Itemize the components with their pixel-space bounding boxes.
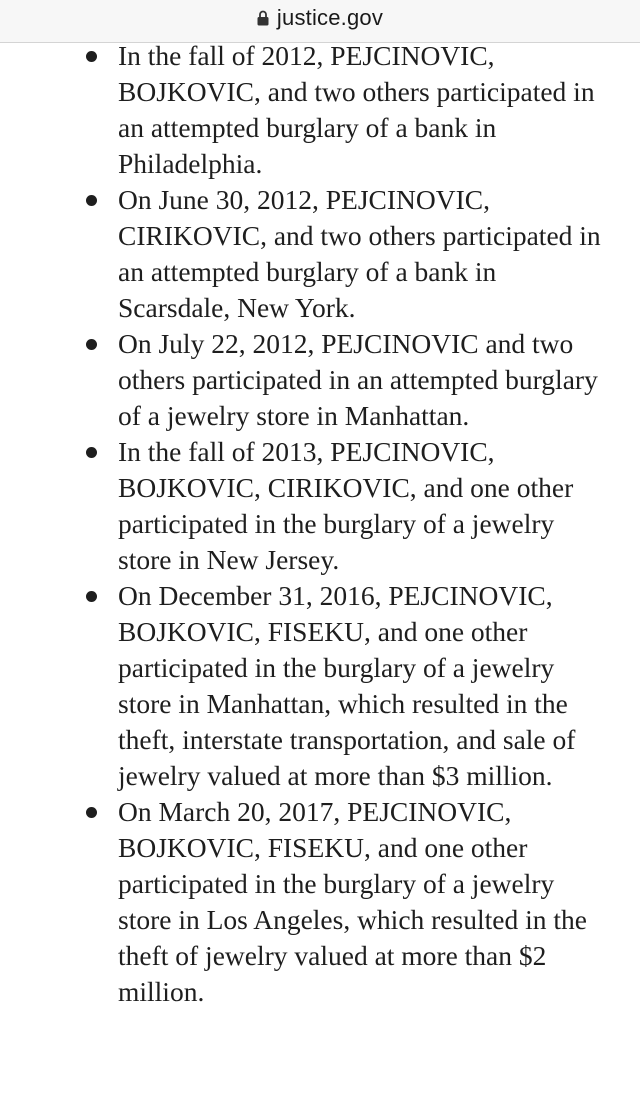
url-display[interactable] (257, 5, 383, 31)
list-item-text: On June 30, 2012, PEJCINOVIC, CIRIKOVIC, and two others participated in an attempted burglary of a bank in Scarsdale, New York. (118, 184, 601, 323)
bullet-icon (86, 591, 97, 602)
list-item (0, 434, 640, 578)
list-item-text: On December 31, 2016, PEJCINOVIC, BOJKOVIC, FISEKU, and one other participated in the burglary of a jewelry store in Manhattan, which resulted in the theft, interstate transportation, and sale of jewelry valued at more than $3 million. (118, 580, 576, 791)
list-item (0, 794, 640, 1010)
bullet-icon (86, 51, 97, 62)
bullet-icon (86, 339, 97, 350)
list-item (0, 326, 640, 434)
url-text: justice.gov (276, 5, 384, 30)
list-item (0, 182, 640, 326)
bullet-icon (86, 447, 97, 458)
list-item-text: On March 20, 2017, PEJCINOVIC, BOJKOVIC, FISEKU, and one other participated in the burglary of a jewelry store in Los Angeles, which resulted in the theft of jewelry valued at more than $2 million. (118, 796, 587, 1007)
list-item (0, 578, 640, 794)
article-content (0, 38, 640, 1010)
list-item-text: In the fall of 2013, PEJCINOVIC, BOJKOVIC, CIRIKOVIC, and one other participated in the burglary of a jewelry store in New Jersey. (118, 436, 574, 575)
lock-icon (257, 10, 269, 26)
list-item-text: In the fall of 2012, PEJCINOVIC, BOJKOVIC, and two others participated in an attempted burglary of a bank in Philadelphia. (118, 40, 595, 179)
list-item-text: On July 22, 2012, PEJCINOVIC and two others participated in an attempted burglary of a jewelry store in Manhattan. (118, 328, 598, 431)
bullet-icon (86, 807, 97, 818)
bullet-list (0, 38, 640, 1010)
address-bar[interactable] (0, 0, 640, 43)
bullet-icon (86, 195, 97, 206)
list-item (0, 38, 640, 182)
